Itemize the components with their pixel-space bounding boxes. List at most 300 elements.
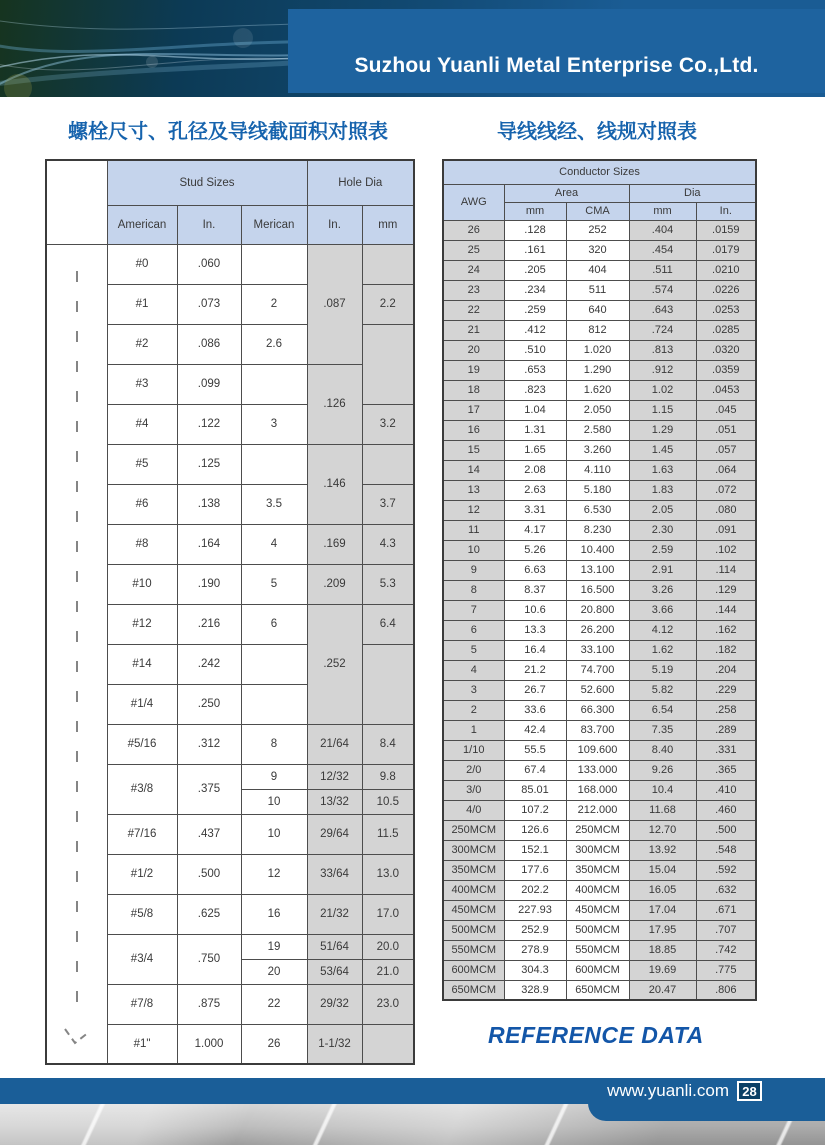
cell: 1.63 [629,460,696,480]
cell: 16.4 [504,640,566,660]
cell: 20.800 [566,600,629,620]
group-header-stud-sizes: Stud Sizes [107,160,307,205]
cell: 85.01 [504,780,566,800]
cell: 16.500 [566,580,629,600]
cell: .437 [177,814,241,854]
cell: 10 [241,814,307,854]
cell: 350MCM [566,860,629,880]
group-header-row [46,160,414,205]
cell: 20 [241,959,307,984]
table-row [443,360,756,380]
cell: 29/32 [307,984,362,1024]
table-row [443,300,756,320]
cell: 7 [443,600,504,620]
group-header-row [443,184,756,202]
cell: 6 [241,604,307,644]
cell: 4 [241,524,307,564]
cell: .091 [696,520,756,540]
cell: 2.580 [566,420,629,440]
cell: .250 [177,684,241,724]
cell: .169 [307,524,362,564]
cell: 2.2 [362,284,414,324]
cell: #5 [107,444,177,484]
cell: .653 [504,360,566,380]
cell: 16.05 [629,880,696,900]
table-row [443,740,756,760]
cell: .087 [307,244,362,364]
table-row [443,980,756,1000]
cell: 24 [443,260,504,280]
table-row [443,860,756,880]
cell: 650MCM [566,980,629,1000]
group-header-hole-dia: Hole Dia [307,160,414,205]
cell: 1.04 [504,400,566,420]
table-row [443,520,756,540]
cell: .080 [696,500,756,520]
cell: 21/32 [307,894,362,934]
table-row [443,260,756,280]
table-row [443,560,756,580]
cell: 9.26 [629,760,696,780]
cell: 3.26 [629,580,696,600]
table-head [46,160,414,244]
cell: .775 [696,960,756,980]
cell: 5.180 [566,480,629,500]
cell [241,444,307,484]
cell: #7/8 [107,984,177,1024]
cell: 278.9 [504,940,566,960]
cell: .454 [629,240,696,260]
cell: 4/0 [443,800,504,820]
cell: .410 [696,780,756,800]
cell: .209 [307,564,362,604]
cell: 3.66 [629,600,696,620]
cell: .875 [177,984,241,1024]
cell: 16 [241,894,307,934]
cell: 5 [241,564,307,604]
cell: 12.70 [629,820,696,840]
cell: 66.300 [566,700,629,720]
group-header-awg: AWG [443,184,504,220]
cell: 18.85 [629,940,696,960]
table-row [443,540,756,560]
corner-cell [46,160,107,244]
cell: .122 [177,404,241,444]
cell: 600MCM [443,960,504,980]
cell: 13 [443,480,504,500]
table-row [443,240,756,260]
cell: 21.0 [362,959,414,984]
column-header: CMA [566,202,629,220]
reference-data-label: REFERENCE DATA [488,1022,704,1048]
cell: 12 [241,854,307,894]
table-row [443,680,756,700]
footer-website: www.yuanli.com [607,1081,729,1100]
cell: 22 [443,300,504,320]
cell: 22 [241,984,307,1024]
cell: .051 [696,420,756,440]
cell: 133.000 [566,760,629,780]
cell: .0210 [696,260,756,280]
cell: #6 [107,484,177,524]
cell: 8.40 [629,740,696,760]
cell: 2/0 [443,760,504,780]
table-row [443,380,756,400]
cell: 13.0 [362,854,414,894]
cell: 4.12 [629,620,696,640]
table-row [443,500,756,520]
cell: 600MCM [566,960,629,980]
cell: 126.6 [504,820,566,840]
cell: .548 [696,840,756,860]
cell: 21/64 [307,724,362,764]
table-row [443,960,756,980]
table-row [443,800,756,820]
cell: .500 [177,854,241,894]
cell: .242 [177,644,241,684]
cell: 14 [443,460,504,480]
cell: 33.100 [566,640,629,660]
cell: .072 [696,480,756,500]
cell: .412 [504,320,566,340]
cell: 83.700 [566,720,629,740]
cell: 5.26 [504,540,566,560]
column-header: mm [504,202,566,220]
cell: .375 [177,764,241,814]
cell: 550MCM [566,940,629,960]
cell: 26 [241,1024,307,1064]
table-row [443,600,756,620]
cell: 4.17 [504,520,566,540]
cell: 17 [443,400,504,420]
cell: 1-1/32 [307,1024,362,1064]
cell: 550MCM [443,940,504,960]
cell: 19.69 [629,960,696,980]
cell: 20 [443,340,504,360]
table-row [443,320,756,340]
cell: .114 [696,560,756,580]
column-header: Merican [241,205,307,244]
table-row [443,620,756,640]
cell: .204 [696,660,756,680]
cell: .0226 [696,280,756,300]
cell: 42.4 [504,720,566,740]
cell: #3 [107,364,177,404]
cell: 450MCM [566,900,629,920]
cell: 10 [443,540,504,560]
cell: 19 [443,360,504,380]
cell: 5 [443,640,504,660]
cell: 404 [566,260,629,280]
cell: .259 [504,300,566,320]
table-row [443,780,756,800]
cell: .404 [629,220,696,240]
cell: 33.6 [504,700,566,720]
cell: .128 [504,220,566,240]
cell: 15.04 [629,860,696,880]
column-header: American [107,205,177,244]
cell: .724 [629,320,696,340]
cell: 19 [241,934,307,959]
cell: 6.4 [362,604,414,644]
cell: 10.4 [629,780,696,800]
cell: 3.7 [362,484,414,524]
cell [241,364,307,404]
table-row [443,420,756,440]
cell: 2.050 [566,400,629,420]
cell: 450MCM [443,900,504,920]
cell: 6.54 [629,700,696,720]
cell: 1.29 [629,420,696,440]
cell: 1.000 [177,1024,241,1064]
cell: 1 [443,720,504,740]
cell: 1/10 [443,740,504,760]
cell: 1.02 [629,380,696,400]
cell: 17.04 [629,900,696,920]
cell: 3 [241,404,307,444]
cell: 33/64 [307,854,362,894]
cell: 250MCM [443,820,504,840]
cell: 3.5 [241,484,307,524]
cell: 2.30 [629,520,696,540]
cell: .125 [177,444,241,484]
cell: 1.15 [629,400,696,420]
dashed-arrow-icon [61,1026,93,1051]
cell: .060 [177,244,241,284]
cell: .057 [696,440,756,460]
cell: .365 [696,760,756,780]
cell: .312 [177,724,241,764]
table-title: Conductor Sizes [443,160,756,184]
cell: 2.08 [504,460,566,480]
cell: #1 [107,284,177,324]
cell: 11.68 [629,800,696,820]
cell: 1.45 [629,440,696,460]
cell: #5/16 [107,724,177,764]
cell: .625 [177,894,241,934]
cell: 812 [566,320,629,340]
cell: 13.100 [566,560,629,580]
cell: 511 [566,280,629,300]
cell: 8.4 [362,724,414,764]
stud-size-hole-dia-table [45,159,415,1065]
cell: 29/64 [307,814,362,854]
page-header-banner [0,0,825,97]
cell: #10 [107,564,177,604]
cell: .0453 [696,380,756,400]
cell: .161 [504,240,566,260]
table-row [443,940,756,960]
cell: 11.5 [362,814,414,854]
cell: #1/2 [107,854,177,894]
cell [241,244,307,284]
cell: 10.400 [566,540,629,560]
cell: .511 [629,260,696,280]
cell: 212.000 [566,800,629,820]
column-header: In. [696,202,756,220]
cell: 20.47 [629,980,696,1000]
cell: 11 [443,520,504,540]
cell: .0359 [696,360,756,380]
table-body [46,244,414,1064]
cell: .129 [696,580,756,600]
page-number-badge: 28 [737,1081,762,1101]
cell: .252 [307,604,362,724]
cell: 5.82 [629,680,696,700]
cell: 13/32 [307,789,362,814]
cell: #5/8 [107,894,177,934]
cell: 252 [566,220,629,240]
cell: 53/64 [307,959,362,984]
cell [241,644,307,684]
table-row [443,440,756,460]
cell: 12 [443,500,504,520]
cell: 1.020 [566,340,629,360]
cell: 152.1 [504,840,566,860]
table-head [443,160,756,220]
cell: #3/4 [107,934,177,984]
cell: .632 [696,880,756,900]
cell: 55.5 [504,740,566,760]
cell: .099 [177,364,241,404]
cell [241,684,307,724]
cell: 23.0 [362,984,414,1024]
column-header: In. [307,205,362,244]
cell: .146 [307,444,362,524]
cell: 1.62 [629,640,696,660]
cell: #12 [107,604,177,644]
cell: 3/0 [443,780,504,800]
cell: .331 [696,740,756,760]
cell: .0253 [696,300,756,320]
cell: 12/32 [307,764,362,789]
cell: 6.530 [566,500,629,520]
right-section-title: 导线线经、线规对照表 [497,121,697,143]
table-row [443,220,756,240]
cell: .742 [696,940,756,960]
cell: .823 [504,380,566,400]
cell: 109.600 [566,740,629,760]
cell: .750 [177,934,241,984]
cell: #8 [107,524,177,564]
cell: 3.31 [504,500,566,520]
cell: .234 [504,280,566,300]
title-row [443,160,756,184]
cell: 74.700 [566,660,629,680]
cell: .229 [696,680,756,700]
cell: #2 [107,324,177,364]
cell: 500MCM [566,920,629,940]
cell: .164 [177,524,241,564]
cell: #0 [107,244,177,284]
cell: 5.19 [629,660,696,680]
cell: .574 [629,280,696,300]
cell: 9 [241,764,307,789]
table-row [443,760,756,780]
cell: 227.93 [504,900,566,920]
conductor-sizes-table [442,159,757,1001]
cell: .073 [177,284,241,324]
group-header-dia: Dia [629,184,756,202]
company-name: Suzhou Yuanli Metal Enterprise Co.,Ltd. [354,54,759,77]
cell: #1/4 [107,684,177,724]
cell: 2 [241,284,307,324]
table-row [443,880,756,900]
cell: 350MCM [443,860,504,880]
column-header: mm [629,202,696,220]
table-body [443,220,756,1000]
footer-bar [0,1078,825,1104]
cell: 2.59 [629,540,696,560]
cell: 9 [443,560,504,580]
cell: .144 [696,600,756,620]
cell: 16 [443,420,504,440]
cell: 21 [443,320,504,340]
cell: 202.2 [504,880,566,900]
table-row [443,400,756,420]
cell: 5.3 [362,564,414,604]
cell: .045 [696,400,756,420]
table-row [443,900,756,920]
cell: 10 [241,789,307,814]
cell: .813 [629,340,696,360]
cell: 1.83 [629,480,696,500]
table-row [443,480,756,500]
cell: 1.290 [566,360,629,380]
table-row [443,640,756,660]
cell: 252.9 [504,920,566,940]
cell: 10.6 [504,600,566,620]
cell: .0285 [696,320,756,340]
cell: .162 [696,620,756,640]
cell: #3/8 [107,764,177,814]
cell: 300MCM [566,840,629,860]
cell: 8 [443,580,504,600]
cell: 3.2 [362,404,414,444]
cell: .064 [696,460,756,480]
table-row [443,580,756,600]
table-row [46,244,414,284]
cell: 400MCM [443,880,504,900]
cell: 51/64 [307,934,362,959]
table-row [443,340,756,360]
cell: .510 [504,340,566,360]
cell: .102 [696,540,756,560]
cell: .258 [696,700,756,720]
cell: 6 [443,620,504,640]
table-row [443,720,756,740]
cell: .289 [696,720,756,740]
cell: #4 [107,404,177,444]
cell: 250MCM [566,820,629,840]
cell: .592 [696,860,756,880]
cell: 107.2 [504,800,566,820]
cell: 17.0 [362,894,414,934]
cell: .138 [177,484,241,524]
cell: .671 [696,900,756,920]
group-header-area: Area [504,184,629,202]
cell: 3.260 [566,440,629,460]
cell: 21.2 [504,660,566,680]
cell: 18 [443,380,504,400]
left-section-title: 螺栓尺寸、孔径及导线截面积对照表 [68,121,388,143]
cell: 7.35 [629,720,696,740]
cell [362,644,414,724]
cell: 8.37 [504,580,566,600]
cell: .0179 [696,240,756,260]
cell: 13.3 [504,620,566,640]
cell: 15 [443,440,504,460]
